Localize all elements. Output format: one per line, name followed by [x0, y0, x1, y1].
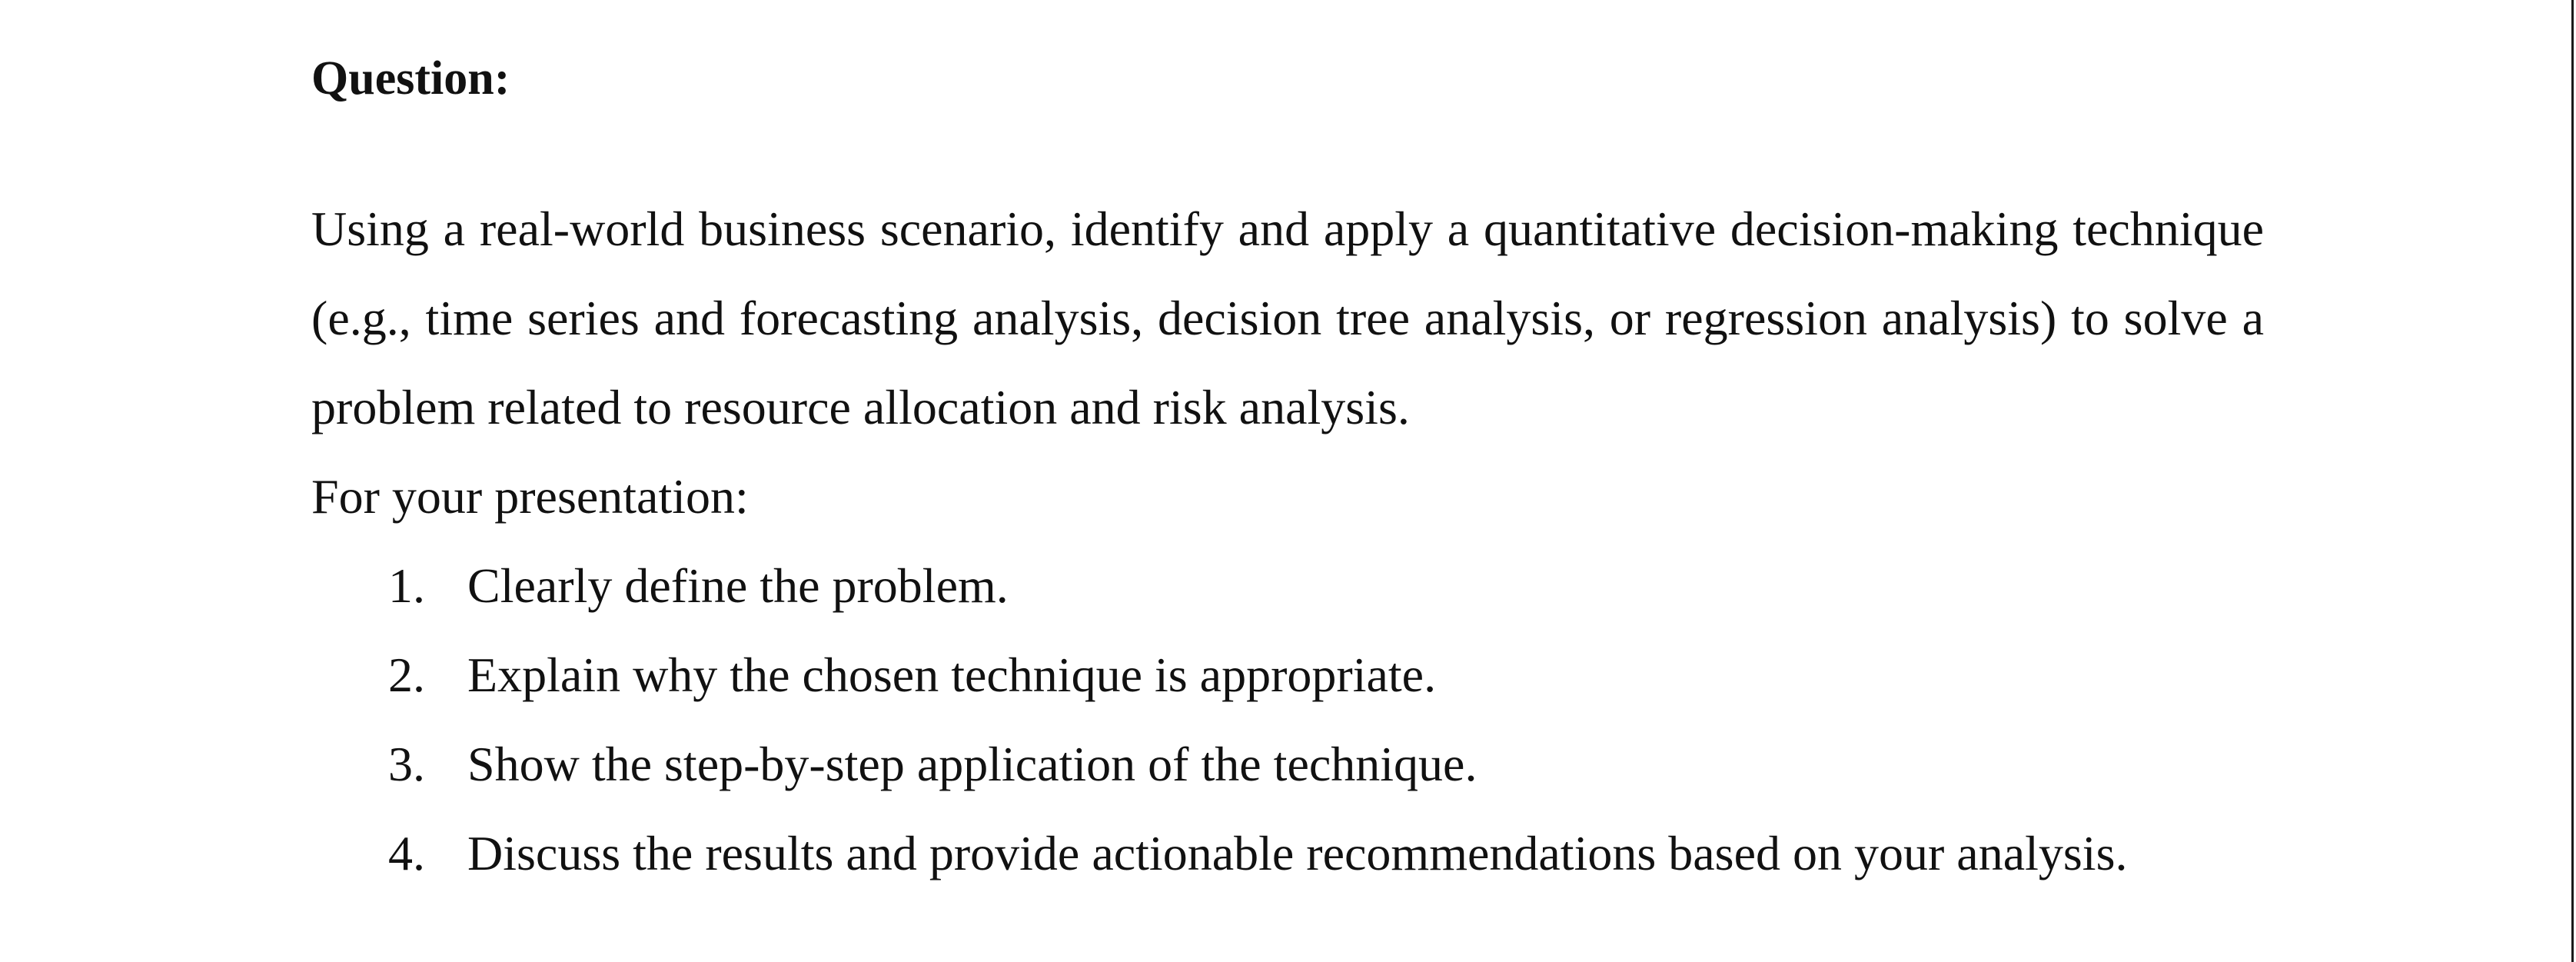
presentation-intro: For your presentation: [311, 469, 749, 524]
question-heading: Question: [311, 52, 510, 105]
list-item-text: Show the step-by-step application of the technique. [467, 737, 1477, 791]
list-item-number: 4. [388, 826, 425, 880]
list-item-text: Discuss the results and provide actionable recommendations based on your analysis. [467, 826, 2128, 880]
page-border [2571, 0, 2574, 962]
question-paragraph: Using a real-world business scenario, identify and apply a quantitative decision-making technique (e.g., time series and forecasting analysis, decision tree analysis, or regression analysis) to solve a problem related to resource allocation and risk analysis. [311, 201, 2264, 434]
list-item-number: 2. [388, 647, 425, 702]
list-item-number: 1. [388, 558, 425, 613]
list-item-text: Clearly define the problem. [467, 558, 1009, 613]
list-item-number: 3. [388, 737, 425, 791]
list-item-text: Explain why the chosen technique is appropriate. [467, 647, 1437, 702]
